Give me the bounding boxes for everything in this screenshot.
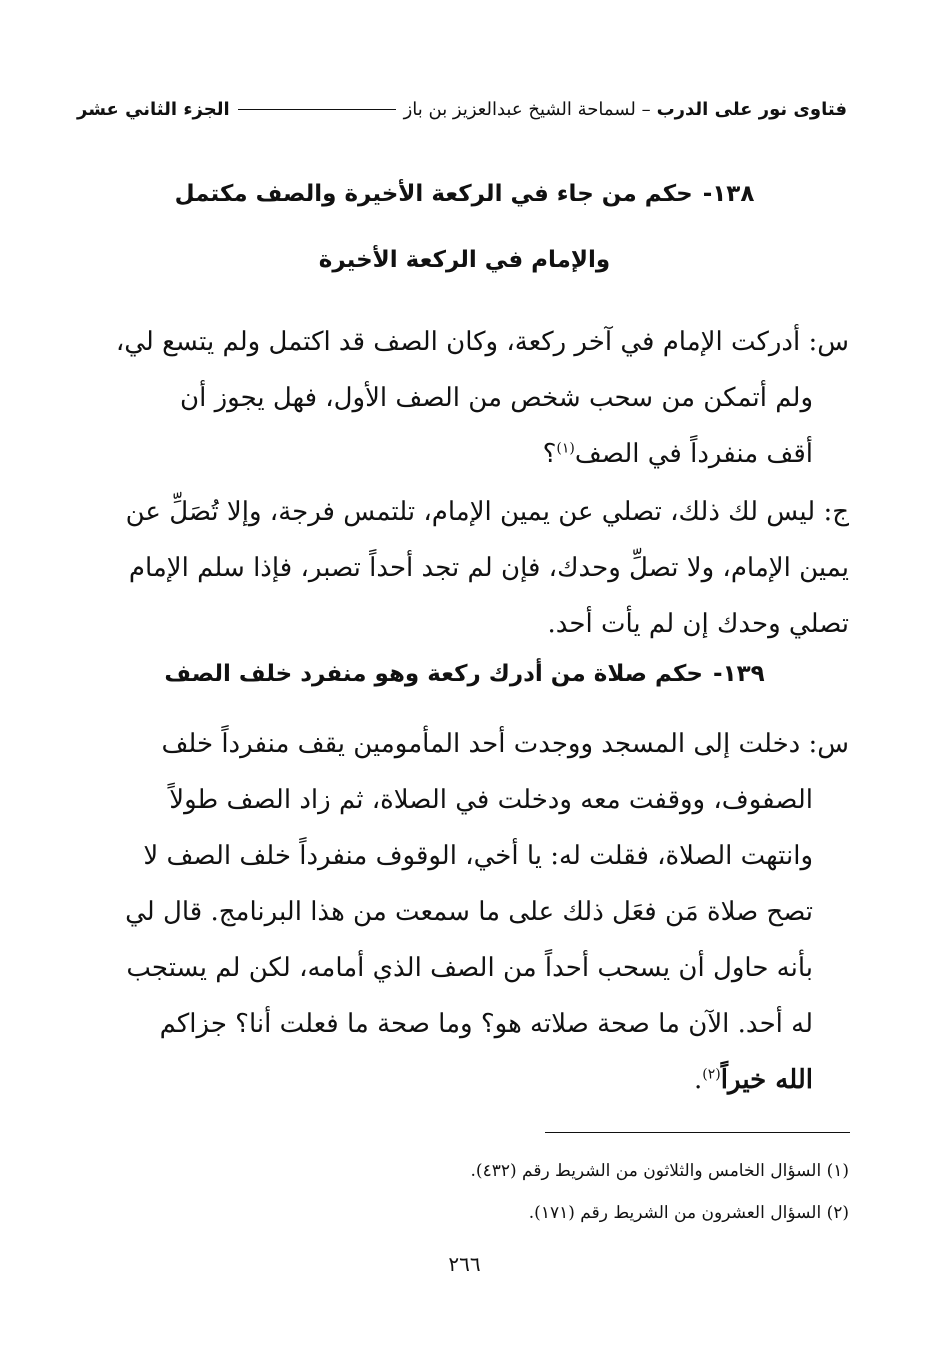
- footnote-item: (١) السؤال الخامس والثلاثون من الشريط رقم (٤٣٢).: [470, 1161, 849, 1181]
- question-line: [79, 426, 849, 482]
- question-end: .: [694, 1065, 703, 1095]
- question-line: [79, 1052, 849, 1108]
- section-138-answer: [79, 484, 849, 652]
- section-139-question: [79, 716, 849, 1108]
- section-139-title: حكم صلاة من أدرك ركعة وهو منفرد خلف الصف: [164, 661, 704, 687]
- question-line-text: الله خيراً: [720, 1065, 813, 1095]
- question-line: وانتهت الصلاة، فقلت له: يا أخي، الوقوف منفرداً خلف الصف لا: [143, 841, 813, 871]
- section-138-question: [79, 314, 849, 482]
- volume-label: الجزء الثاني عشر: [77, 98, 230, 120]
- question-line: س: أدركت الإمام في آخر ركعة، وكان الصف قد اكتمل ولم يتسع لي،: [115, 327, 849, 357]
- section-138-heading: [60, 180, 869, 210]
- question-line: س: دخلت إلى المسجد ووجدت أحد المأمومين يقف منفرداً خلف: [161, 729, 849, 759]
- footnote-item: (٢) السؤال العشرون من الشريط رقم (١٧١).: [528, 1203, 849, 1223]
- section-139-number: ١٣٩-: [713, 661, 765, 687]
- answer-line: ج: ليس لك ذلك، تصلي عن يمين الإمام، تلتمس فرجة، وإلا تُصَلِّ عن: [125, 497, 849, 527]
- footnote-ref[interactable]: (٢): [702, 1066, 721, 1083]
- section-138-number: ١٣٨-: [702, 181, 755, 207]
- question-line: بأنه حاول أن يسحب أحداً من الصف الذي أمامه، لكن لم يستجب: [126, 953, 813, 983]
- answer-line: تصلي وحدك إن لم يأت أحد.: [547, 609, 849, 639]
- question-mark: ؟: [542, 439, 557, 469]
- footnote-ref[interactable]: (١): [556, 440, 575, 457]
- running-header: [77, 94, 847, 124]
- question-line: تصح صلاة مَن فعَل ذلك على ما سمعت من هذا البرنامج. قال لي: [125, 897, 813, 927]
- section-138-title-line2: والإمام في الركعة الأخيرة: [318, 247, 611, 273]
- question-line: ولم أتمكن من سحب شخص من الصف الأول، فهل يجوز أن: [180, 383, 813, 413]
- question-line-text: أقف منفرداً في الصف: [574, 439, 813, 469]
- footnotes: [79, 1150, 849, 1234]
- header-rule: [238, 109, 396, 110]
- question-line: الصفوف، ووقفت معه ودخلت في الصلاة، ثم زاد الصف طولاً: [169, 785, 813, 815]
- answer-line: يمين الإمام، ولا تصلِّ وحدك، فإن لم تجد أحداً تصبر، فإذا سلم الإمام: [128, 553, 849, 583]
- question-line: له أحد. الآن ما صحة صلاته هو؟ وما صحة ما فعلت أنا؟ جزاكم: [159, 1009, 813, 1039]
- author-name: – لسماحة الشيخ عبدالعزيز بن باز: [403, 98, 651, 120]
- page-number: ٢٦٦: [448, 1252, 481, 1276]
- section-138-title-line1: حكم من جاء في الركعة الأخيرة والصف مكتمل: [174, 181, 693, 207]
- book-title: فتاوى نور على الدرب: [656, 98, 847, 120]
- section-138-heading-cont: [60, 246, 869, 276]
- footnote-divider: [545, 1132, 850, 1133]
- section-139-heading: [60, 660, 869, 690]
